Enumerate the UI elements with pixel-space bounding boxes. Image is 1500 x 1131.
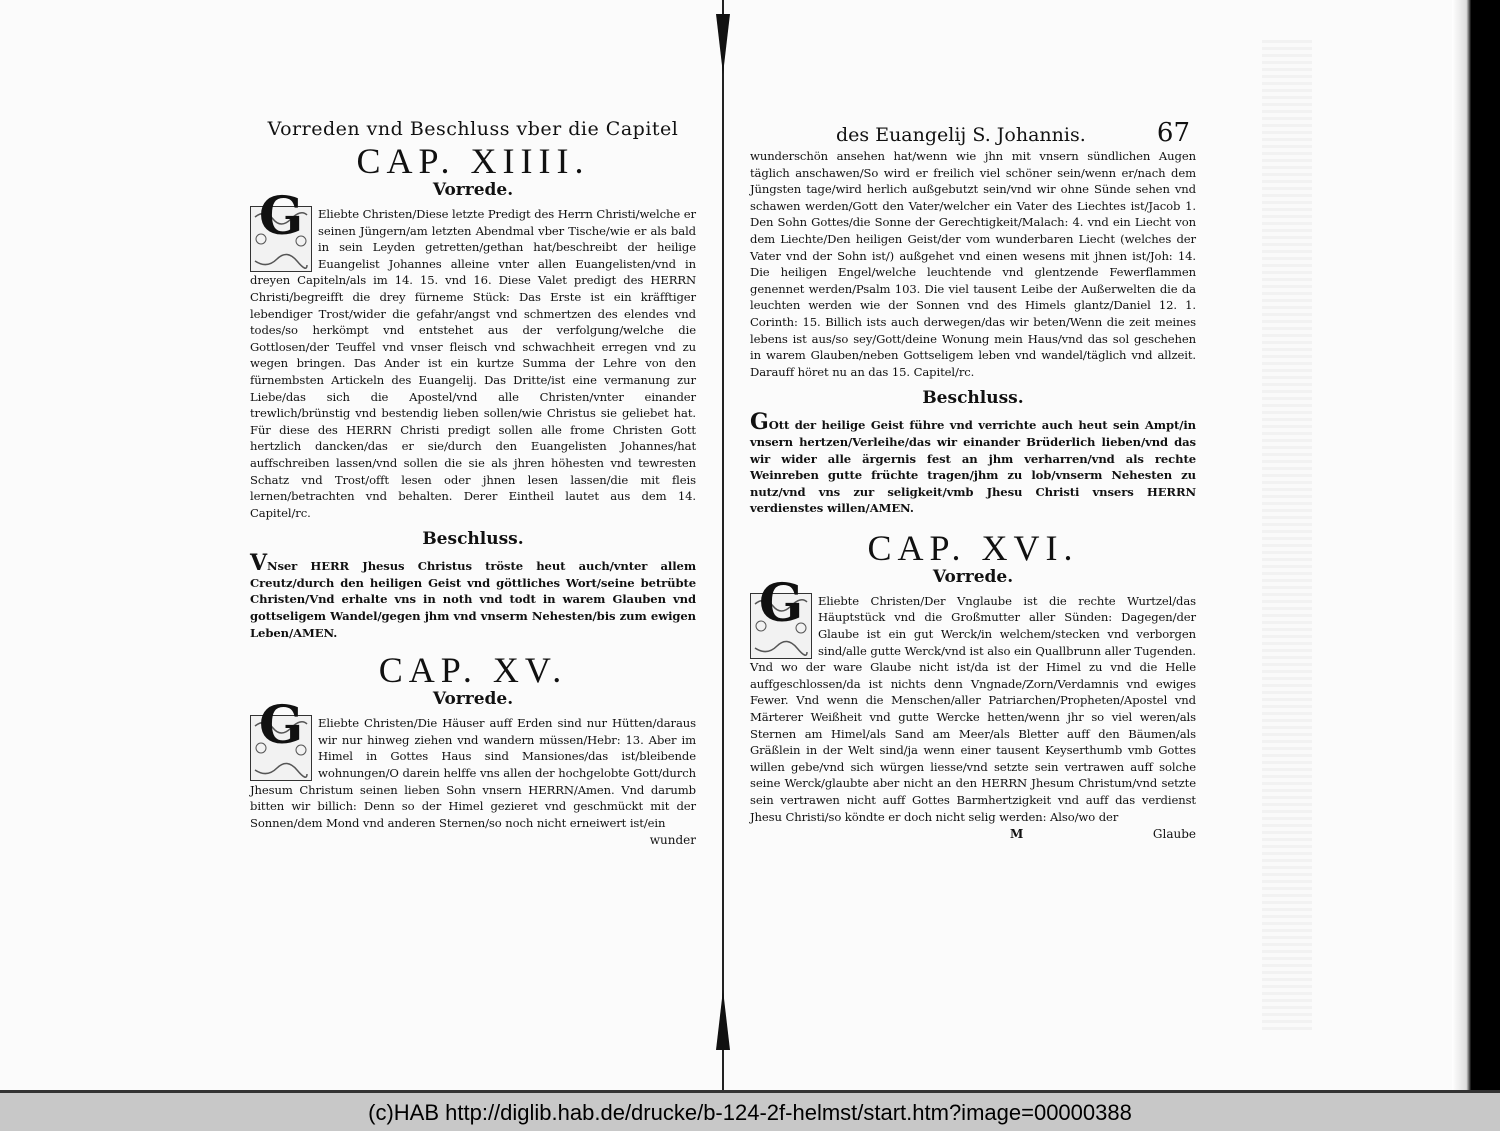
left-running-head: Vorreden vnd Beschluss vber die Capitel (267, 118, 679, 140)
cap15-vorrede-label: Vorrede. (432, 689, 514, 710)
book-gutter (716, 0, 730, 1090)
left-catchword-line (250, 833, 696, 847)
cap14-title: CAP. XIIII. (356, 141, 590, 181)
cap16-title: CAP. XVI. (867, 527, 1079, 568)
right-running-head-line (750, 118, 1196, 148)
cap15-beschluss-initial: G (750, 409, 769, 436)
signature-mark: M (1010, 827, 1024, 842)
right-catchword: Glaube (1152, 827, 1196, 842)
footer-credit: (c)HAB http://diglib.hab.de/drucke/b-124-2f-helmst/start.htm?image=00000388 (368, 1100, 1132, 1125)
left-page (250, 118, 696, 847)
decorated-initial: G (750, 593, 812, 659)
cap14-beschluss-body: Nser HERR Jhesus Christus tröste heut auch/vnter allem Creutz/durch den heiligen Geist vnd göttliches Wort/seine betrübte Christen/Vnd erhalte vns in noth vnd todt in warem Glauben vnd gottseligem Wandel/gegen jhm vnd vnserm Nehesten/bis zum ewigen Leben/AMEN. (250, 559, 696, 640)
decorated-initial: G (250, 715, 312, 781)
gutter-top-shadow (716, 14, 730, 74)
right-page (750, 118, 1196, 841)
cap15-beschluss-body: Ott der heilige Geist führe vnd verrichte auch heut sein Ampt/in vnsern hertzen/Verleihe/das wir einander Brüderlich lieben/vnd das wir wider alle ärgernis fest an jhm verharren/vnd als rechte Weinreben gutte früchte tragen/jhm zu lob/vnserm Nehesten zu nutz/vnd vns zur seligkeit/vmb Jhesu Christi vnsers HERRN verdienstes willen/AMEN. (750, 418, 1196, 516)
cap15-beschluss-text (750, 409, 1196, 517)
cap14-beschluss-text (250, 550, 696, 641)
right-running-head: des Euangelij S. Johannis. (836, 124, 1086, 146)
gutter-line (722, 0, 724, 1090)
book-edge-shadow (1452, 0, 1500, 1090)
cap15-vorrede-body: Eliebte Christen/Die Häuser auff Erden sind nur Hütten/daraus wir nur hinweg ziehen vnd wandern müssen/Hebr: 13. Aber im Himel in Gottes Haus sind Mansiones/das ist/bleibende wohnungen/O darein helffe vns allen der hochgelobte Gott/durch Jhesum Christum seinen lieben Sohn vnsern HERRN/Amen. Vnd darumb bitten wir billich: Denn so der Himel gezieret vnd geschmückt mit der Sonnen/dem Mond vnd anderen Sternen/so noch nicht erneiwert ist/ein (250, 716, 696, 830)
cap16-vorrede-body: Eliebte Christen/Der Vnglaube ist die rechte Wurtzel/das Häuptstück vnd die Großmutter aller Sünden: Dagegen/der Glaube ist ein gut Werck/in welchem/stecken vnd verborgen sind/alle gutte Werck/vnd ist also ein Quallbrunn aller Tugenden. Vnd wo der ware Glaube nicht ist/da ist der Himel zu vnd die Helle auffgeschlossen/da ist nichts denn Vngnade/Zorn/Verdamnis vnd ewiges Fewer. Vnd wenn die Menschen/aller Patriarchen/Propheten/Apostel vnd Märterer Weißheit vnd gutte Wercke hetten/wenn jhr so viel weren/als Sternen am Himel/als Sand am Meer/als Bletter auff den Bäumen/als Gräßlein in der Welt sind/ja wenn einer tausent Keyserthumb vmb Gottes willen gebe/vnd sich würgen liesse/vnd setzte sein vertrawen auff solche seine Werck/glaubte aber nicht an den HERRN Jhesum Christum/vnd setzte sein vertrawen nicht auff Gottes Barmhertzigkeit vnd auff das verdienst Jhesu Christi/so köndte er doch nicht selig werden: Also/wo der (750, 593, 1196, 824)
cap14-vorrede-body: Eliebte Christen/Diese letzte Predigt des Herrn Christi/welche er seinen Jüngern/am letzten Abendmal vber Tische/wie er als bald in sein Leyden getretten/gethan hat/beschreibt der heilige Euangelist Johannes alleine vnter allen Euangelisten/vnd in dreyen Capiteln/als im 14. 15. vnd 16. Diese Valet predigt des HERRN Christi/begreifft die drey fürneme Stück: Das Erste ist ein kräfftiger lebendiger Trost/wider die gefahr/angst vnd schmertzen des elendes vnd todes/so herkömpt vnd entstehet aus der verfolgung/welche die Gottlosen/der Teuffel vnd vnser fleisch vnd schwachheit erregen vnd zu wegen bringen. Das Ander ist ein kurtze Summa der Lehre von den fürnembsten Artickeln des Euangelij. Das Dritte/ist eine vermanung zur Liebe/das sich die Apostel/vnd alle Christen/vnter einander trewlich/brünstig vnd bestendig lieben sollen/wie Christus sie geliebet hat. Für diese des HERRN Christi predigt sollen alle frome Christen Gott hertzlich dancken/das er sie/durch den Euangelisten Johannes/hat auffschreiben lassen/vnd sollen die sie als jhren höhesten vnd tewresten Schatz vnd Trost/offt lesen oder jhnen lesen lassen/die mit fleis lernen/betrachten vnd behalten. Derer Eintheil lautet aus dem 14. Capitel/rc. (250, 207, 696, 520)
page-number: 67 (1156, 118, 1190, 148)
cap14-vorrede-label: Vorrede. (432, 180, 514, 200)
left-catchword: wunder (649, 833, 696, 848)
cap16-vorrede-label: Vorrede. (932, 566, 1014, 587)
right-catchword-line (750, 827, 1196, 841)
page-edge-speckle (1262, 40, 1312, 1030)
cap15-beschluss-label: Beschluss. (922, 388, 1024, 409)
cap15-continuation-text: wunderschön ansehen hat/wenn wie jhn mit vnsern sündlichen Augen täglich anschawen/So wird er freilich viel schöner sein/wenn er/nach dem Jüngsten tage/wird herlich außgebutzt sein/vnd wir ohne Sünde sehen vnd schawen werden/Gott den Vater/welcher ein Vater des Liechtes ist/Jacob 1. Den Sohn Gottes/die Sonne der Gerechtigkeit/Malach: 4. vnd ein Liecht von dem Liechte/Den heiligen Geist/der vom wunderbaren Liecht (welches der Vater vnd der Sohn ist/) außgehet vnd einen wesens mit jhnen ist/Joh: 14. Die heiligen Engel/welche leuchtende vnd glentzende Fewerflammen genennet werden/Psalm 103. Die viel tausent Leibe der Außerwelten die da leuchten werden wie der Sonnen vnd des Himels glantz/Daniel 12. 1. Corinth: 15. Billich ists auch derwegen/das wir beten/Wenn die zeit meines lebens ist aus/so sey/Gott/deine Wonung mein Haus/vnd das sol geschehen in warem Glauben/neben Gottseligem leben vnd wandel/täglich vnd allzeit. Darauff höret nu an das 15. Capitel/rc. (750, 149, 1196, 379)
cap15-title: CAP. XV. (378, 650, 568, 691)
decorated-initial: G (250, 206, 312, 272)
cap14-beschluss-initial: V (250, 550, 267, 577)
gutter-bottom-shadow (716, 990, 730, 1050)
cap14-beschluss-label: Beschluss. (422, 529, 524, 550)
